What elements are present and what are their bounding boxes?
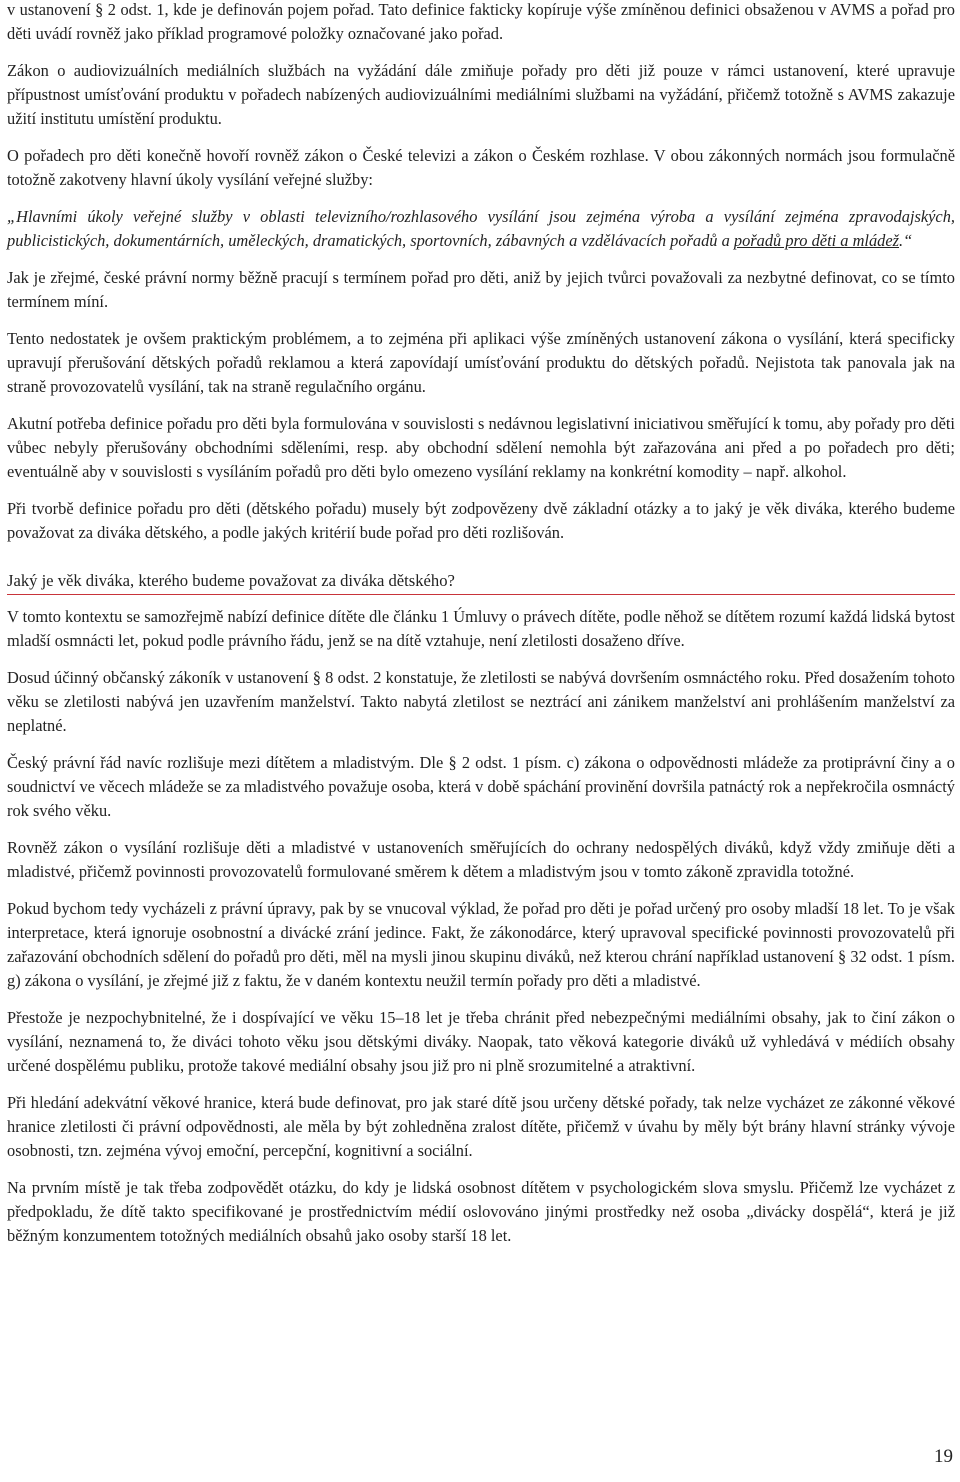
paragraph: Přestože je nezpochybnitelné, že i dospívající ve věku 15–18 let je třeba chránit před nebezpečnými mediálními obsahy, jak to činí zákon o vysílání, neznamená to, že diváci tohoto věku jsou dětskými diváky. Naopak, tato věková kategorie diváků už vyhledává v médiích obsahy určené dospělému publiku, protože takové mediální obsahy jsou již pro ni plně srozumitelné a atraktivní. [7,1008,955,1075]
paragraph: Rovněž zákon o vysílání rozlišuje děti a mladistvé v ustanoveních směřujících do ochrany nedospělých diváků, když vždy zmiňuje děti a mladistvé, přičemž povinnosti provozovatelů formulované směrem k dětem a mladistvým jsou v tomto zákoně zpravidla totožné. [7,838,955,881]
paragraph: Jak je zřejmé, české právní normy běžně pracují s termínem pořad pro děti, aniž by jejich tvůrci považovali za nezbytné definovat, co se tímto termínem míní. [7,268,955,311]
paragraph: Pokud bychom tedy vycházeli z právní úpravy, pak by se vnucoval výklad, že pořad pro děti je pořad určený pro osoby mladší 18 let. To je však interpretace, která ignoruje osobnostní a divácké zrání jedince. Fakt, že zákonodárce, který upravoval specifické povinnosti provozovatelů při zařazování obchodních sdělení do pořadů pro děti, měl na mysli jinou skupinu diváků, než kterou chrání například ustanovení § 32 odst. 1 písm. g) zákona o vysílání, je zřejmé již z faktu, že v daném kontextu neužil termín pořady pro děti a mladistvé. [7,899,955,990]
paragraph: Dosud účinný občanský zákoník v ustanovení § 8 odst. 2 konstatuje, že zletilosti se nabývá dovršením osmnáctého roku. Před dosažením tohoto věku se zletilosti nabývá jen uzavřením manželství. Takto nabytá zletilost se neztrácí ani zánikem manželství ani prohlášením manželství za neplatné. [7,668,955,735]
page-number: 19 [934,1446,953,1467]
legal-quote [7,205,955,253]
section-heading: Jaký je věk diváka, kterého budeme považovat za diváka dětského? [7,569,955,595]
document-page [7,0,955,1261]
quote-underlined-text: pořadů pro děti a mládež [733,231,900,250]
paragraph: Při tvorbě definice pořadu pro děti (dětského pořadu) musely být zodpovězeny dvě základní otázky a to jaký je věk diváka, kterého budeme považovat za diváka dětského, a podle jakých kritérií bude pořad pro děti rozlišován. [7,499,955,542]
quote-end: .“ [899,231,913,250]
paragraph: v ustanovení § 2 odst. 1, kde je definován pojem pořad. Tato definice fakticky kopíruje výše zmíněnou definici obsaženou v AVMS a pořad pro děti uvádí rovněž jako příklad programové položky označované jako pořad. [7,0,955,43]
paragraph: Na prvním místě je tak třeba zodpovědět otázku, do kdy je lidská osobnost dítětem v psychologickém slova smyslu. Přičemž lze vycházet z předpokladu, že dítě takto specifikované je prostřednictvím médií oslovováno jinými prostředky než osoba „divácky dospělá“, která je již běžným konzumentem totožných mediálních obsahů jako osoby starší 18 let. [7,1178,955,1245]
paragraph: O pořadech pro děti konečně hovoří rovněž zákon o České televizi a zákon o Českém rozhlase. V obou zákonných normách jsou formulačně totožně zakotveny hlavní úkoly vysílání veřejné služby: [7,146,955,189]
quote-text: „Hlavními úkoly veřejné služby v oblasti televizního/rozhlasového vysílání jsou zejména výroba a vysílání zejména zpravodajských, publicistických, dokumentárních, uměleckých, dramatických, sportovních, zábavných a vzdělávacích pořadů a [7,207,955,250]
paragraph: V tomto kontextu se samozřejmě nabízí definice dítěte dle článku 1 Úmluvy o právech dítěte, podle něhož se dítětem rozumí každá lidská bytost mladší osmnácti let, pokud podle právního řádu, jenž se na dítě vztahuje, není zletilosti dosaženo dříve. [7,607,955,650]
paragraph: Zákon o audiovizuálních mediálních službách na vyžádání dále zmiňuje pořady pro děti již pouze v rámci ustanovení, které upravuje přípustnost umísťování produktu v pořadech nabízených audiovizuálními mediálními službami na vyžádání, přičemž totožně s AVMS zakazuje užití institutu umístění produktu. [7,61,955,128]
paragraph: Akutní potřeba definice pořadu pro děti byla formulována v souvislosti s nedávnou legislativní iniciativou směřující k tomu, aby pořady pro děti vůbec nebyly přerušovány obchodními sděleními, resp. aby obchodní sdělení nemohla být zařazována ani před a po pořadech pro děti; eventuálně aby v souvislosti s vysíláním pořadů pro děti bylo omezeno vysílání reklamy na konkrétní komodity – např. alkohol. [7,414,955,481]
paragraph: Český právní řád navíc rozlišuje mezi dítětem a mladistvým. Dle § 2 odst. 1 písm. c) zákona o odpovědnosti mládeže za protiprávní činy a o soudnictví ve věcech mládeže se za mladistvého považuje osoba, která v době spáchání provinění dovršila patnáctý rok a nepřekročila osmnáctý rok svého věku. [7,753,955,820]
paragraph: Při hledání adekvátní věkové hranice, která bude definovat, pro jak staré dítě jsou určeny dětské pořady, tak nelze vycházet ze zákonné věkové hranice zletilosti či právní odpovědnosti, ale měla by být zohledněna zralost dítěte, přičemž v úvahu by měly být brány hlavní stránky vývoje osobnosti, tzn. zejména vývoj emoční, percepční, kognitivní a sociální. [7,1093,955,1160]
paragraph: Tento nedostatek je ovšem praktickým problémem, a to zejména při aplikaci výše zmíněných ustanovení zákona o vysílání, která specificky upravují přerušování dětských pořadů reklamou a která zapovídají umísťování produktu do dětských pořadů. Nejistota tak panovala jak na straně provozovatelů vysílání, tak na straně regulačního orgánu. [7,329,955,396]
